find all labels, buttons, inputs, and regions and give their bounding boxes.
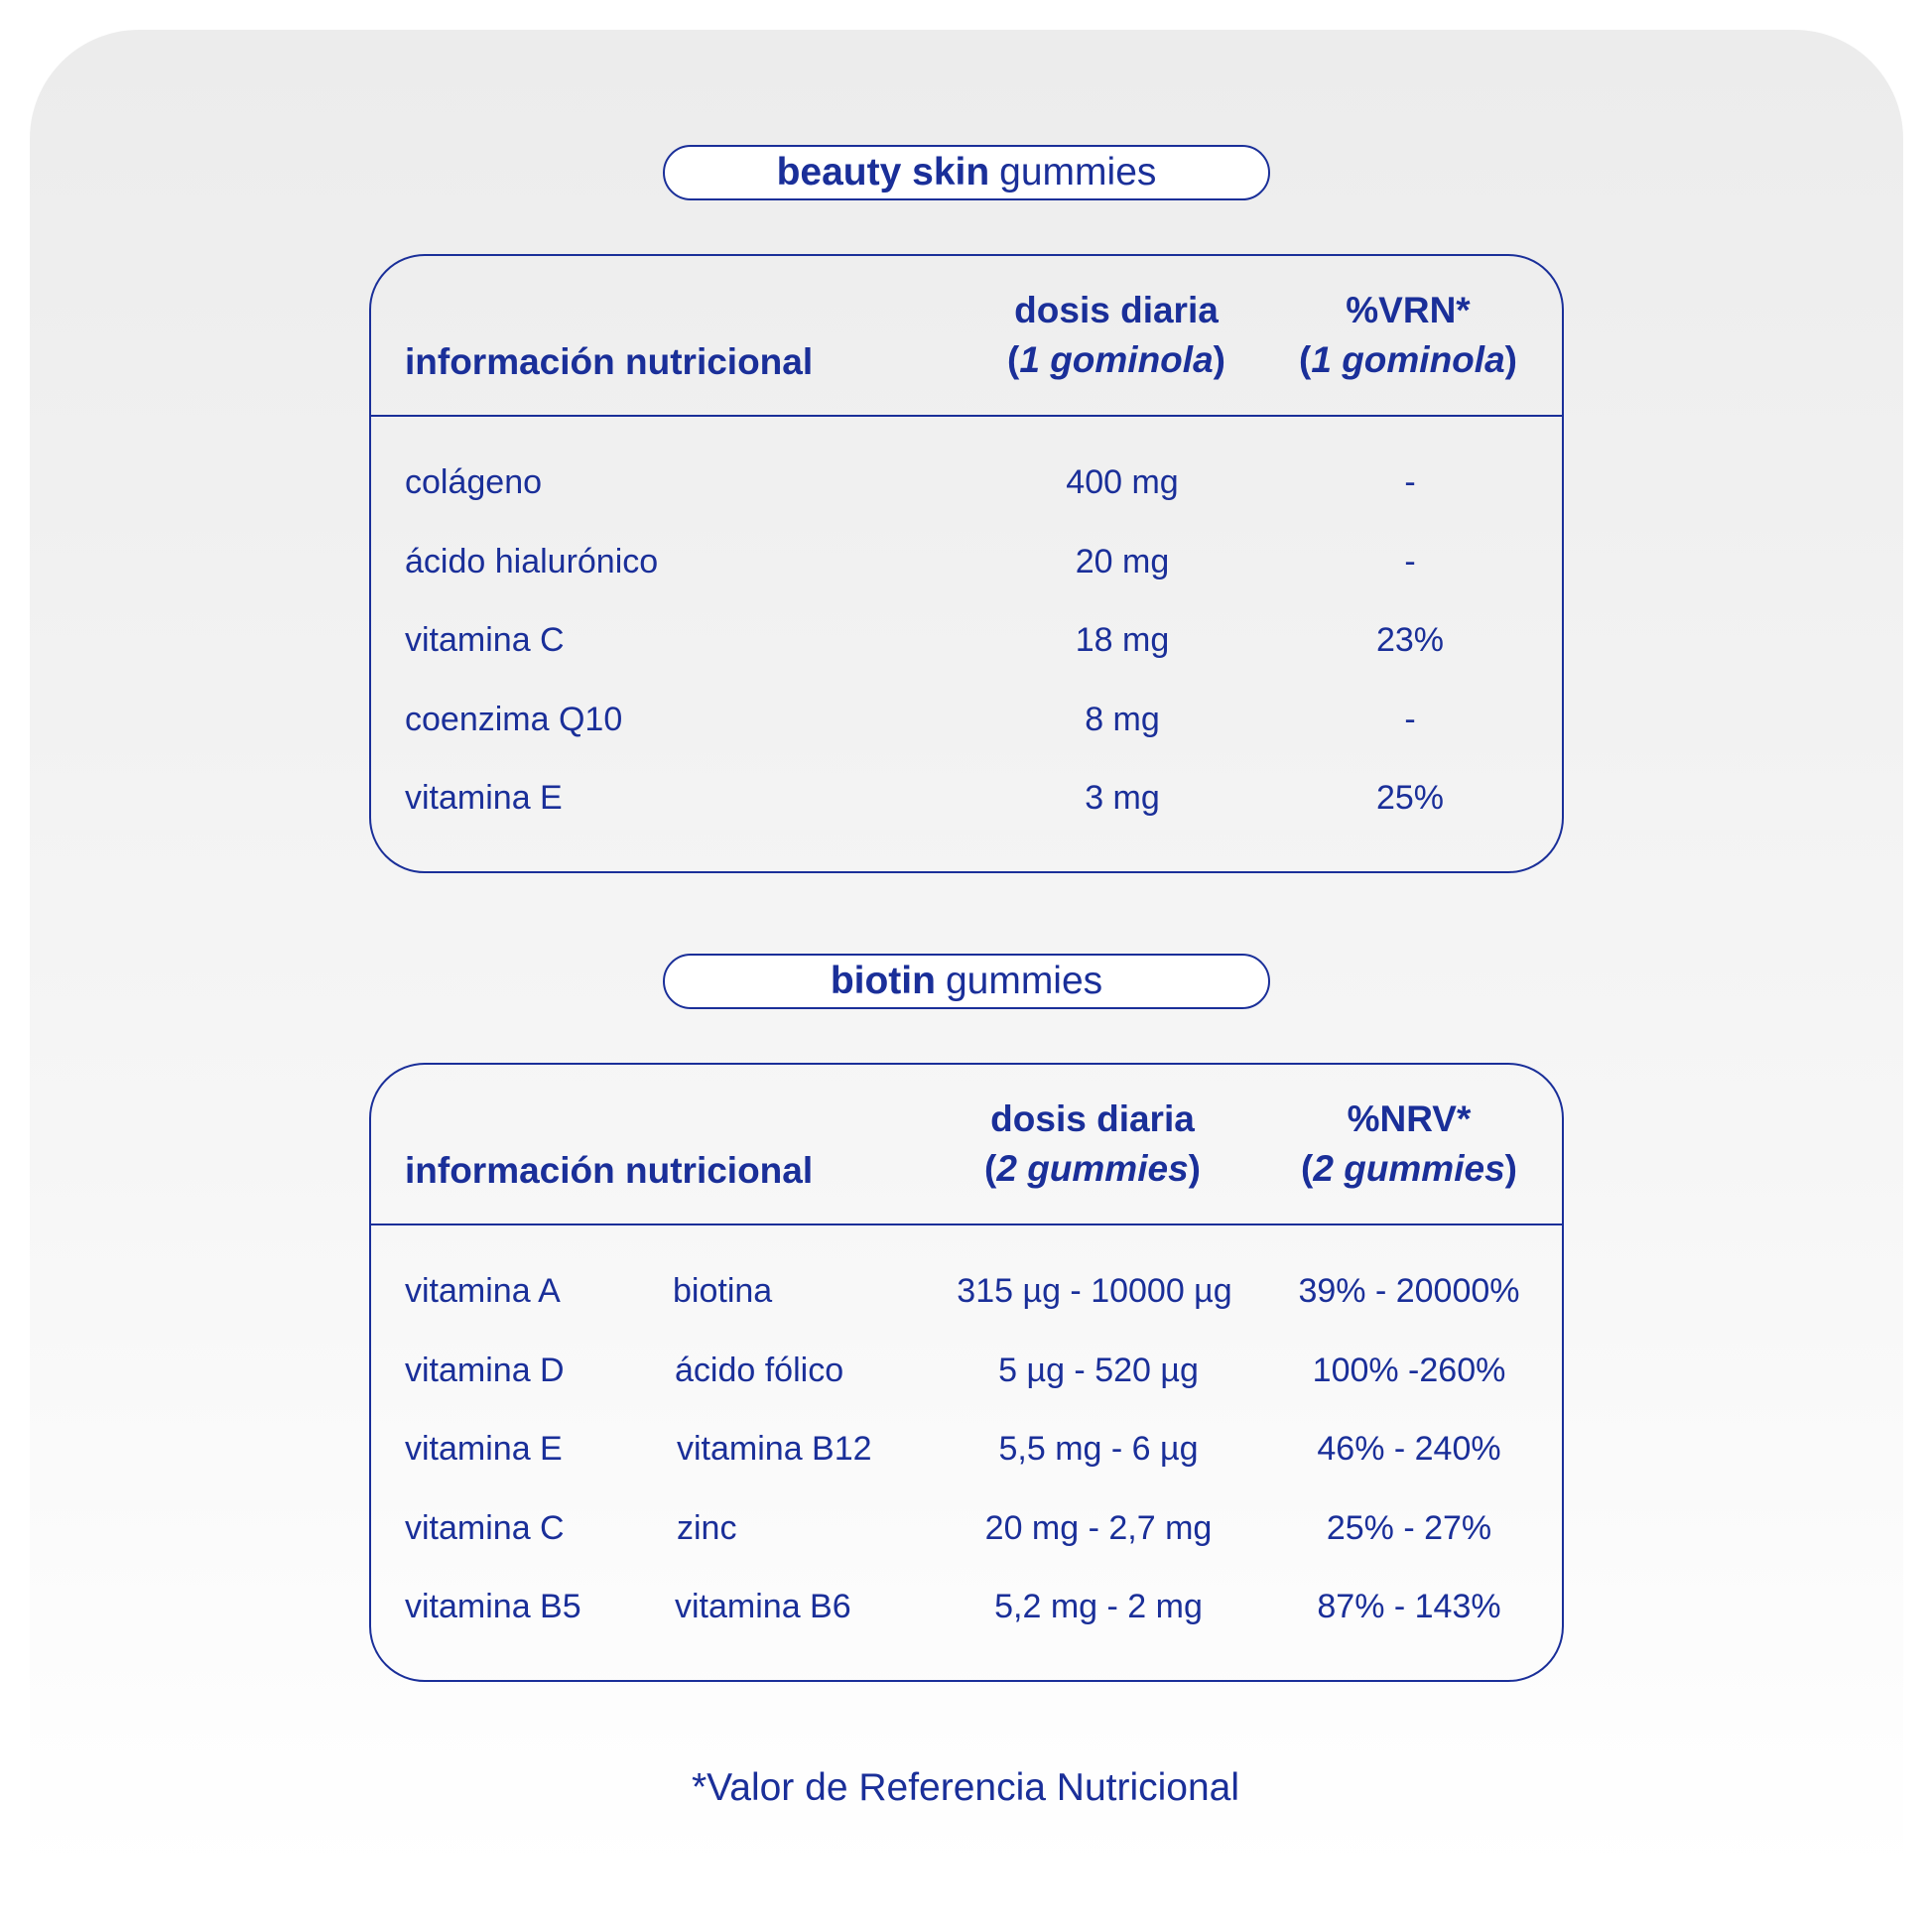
nutrient-name: colágeno (405, 463, 543, 501)
table-row (371, 1577, 1562, 1636)
nutrient-name: vitamina C (405, 621, 565, 659)
nutrient-name-secondary: biotina (673, 1272, 773, 1310)
nutrient-ref: 39% - 20000% (1298, 1272, 1520, 1310)
nutrient-name: vitamina E (405, 1430, 563, 1468)
beauty-header-ref (1299, 286, 1517, 385)
nutrient-dose: 5,5 mg - 6 µg (998, 1430, 1199, 1468)
nutrient-ref: 23% (1375, 621, 1445, 659)
table-row (371, 610, 1562, 670)
beauty-table-header (371, 256, 1562, 417)
biotin-header-dose (984, 1095, 1201, 1194)
table-row (371, 452, 1562, 512)
table-row (371, 1261, 1562, 1321)
table-row (371, 768, 1562, 828)
nutrient-ref: - (1404, 463, 1416, 501)
beauty-skin-title-pill (663, 145, 1270, 200)
nutrient-ref: 25% - 27% (1326, 1509, 1492, 1547)
nutrient-ref: - (1404, 543, 1416, 580)
table-row (371, 1341, 1562, 1400)
nutrient-dose: 3 mg (1085, 779, 1160, 817)
nutrient-name: vitamina B5 (405, 1588, 581, 1625)
nutrient-dose: 5,2 mg - 2 mg (994, 1588, 1203, 1625)
biotin-nutrition-table (369, 1063, 1564, 1682)
nutrient-name: ácido hialurónico (405, 543, 659, 580)
biotin-ref-title: %NRV* (1347, 1098, 1472, 1139)
biotin-header-label: información nutricional (405, 1150, 814, 1191)
nutrient-dose: 5 µg - 520 µg (998, 1352, 1199, 1389)
nutrient-ref: - (1404, 701, 1416, 738)
table-row (371, 1498, 1562, 1558)
nutrient-name-secondary: zinc (677, 1509, 737, 1547)
nutrient-dose: 18 mg (1075, 621, 1170, 659)
nutrient-name: vitamina E (405, 779, 563, 817)
beauty-dose-title: dosis diaria (1014, 290, 1219, 330)
nutrient-dose: 8 mg (1085, 701, 1160, 738)
biotin-dose-title: dosis diaria (990, 1098, 1195, 1139)
beauty-title-bold: beauty skin (776, 151, 990, 193)
nutrient-dose: 20 mg - 2,7 mg (984, 1509, 1213, 1547)
biotin-ref-unit-line: (2 gummies) (1301, 1148, 1517, 1189)
nutrient-dose: 315 µg - 10000 µg (957, 1272, 1232, 1310)
biotin-title-bold: biotin (830, 960, 936, 1002)
nutrient-name: vitamina D (405, 1352, 565, 1389)
nutrient-ref: 87% - 143% (1317, 1588, 1501, 1625)
nutrient-ref: 46% - 240% (1317, 1430, 1501, 1468)
biotin-title-rest: gummies (945, 960, 1103, 1002)
nutrient-name: coenzima Q10 (405, 701, 623, 738)
beauty-nutrition-table (369, 254, 1564, 873)
biotin-header-ref (1301, 1095, 1517, 1194)
beauty-title-rest: gummies (999, 151, 1157, 193)
nutrient-name: vitamina A (405, 1272, 561, 1310)
biotin-table-header (371, 1065, 1562, 1225)
nutrient-ref: 100% -260% (1312, 1352, 1506, 1389)
beauty-dose-unit-line: (1 gominola) (1007, 339, 1225, 380)
beauty-ref-unit-line: (1 gominola) (1299, 339, 1517, 380)
beauty-ref-title: %VRN* (1346, 290, 1471, 330)
biotin-title-pill (663, 954, 1270, 1009)
nutrient-name-secondary: vitamina B6 (675, 1588, 851, 1625)
biotin-dose-unit-line: (2 gummies) (984, 1148, 1201, 1189)
nutrient-dose: 20 mg (1075, 543, 1170, 580)
footnote: *Valor de Referencia Nutricional (691, 1766, 1240, 1809)
nutrient-name: vitamina C (405, 1509, 565, 1547)
nutrient-dose: 400 mg (1066, 463, 1179, 501)
beauty-header-label: información nutricional (405, 341, 814, 382)
table-row (371, 690, 1562, 749)
nutrient-name-secondary: vitamina B12 (677, 1430, 872, 1468)
table-row (371, 532, 1562, 591)
beauty-header-dose (1007, 286, 1225, 385)
table-row (371, 1419, 1562, 1479)
nutrient-ref: 25% (1375, 779, 1445, 817)
nutrient-name-secondary: ácido fólico (675, 1352, 844, 1389)
